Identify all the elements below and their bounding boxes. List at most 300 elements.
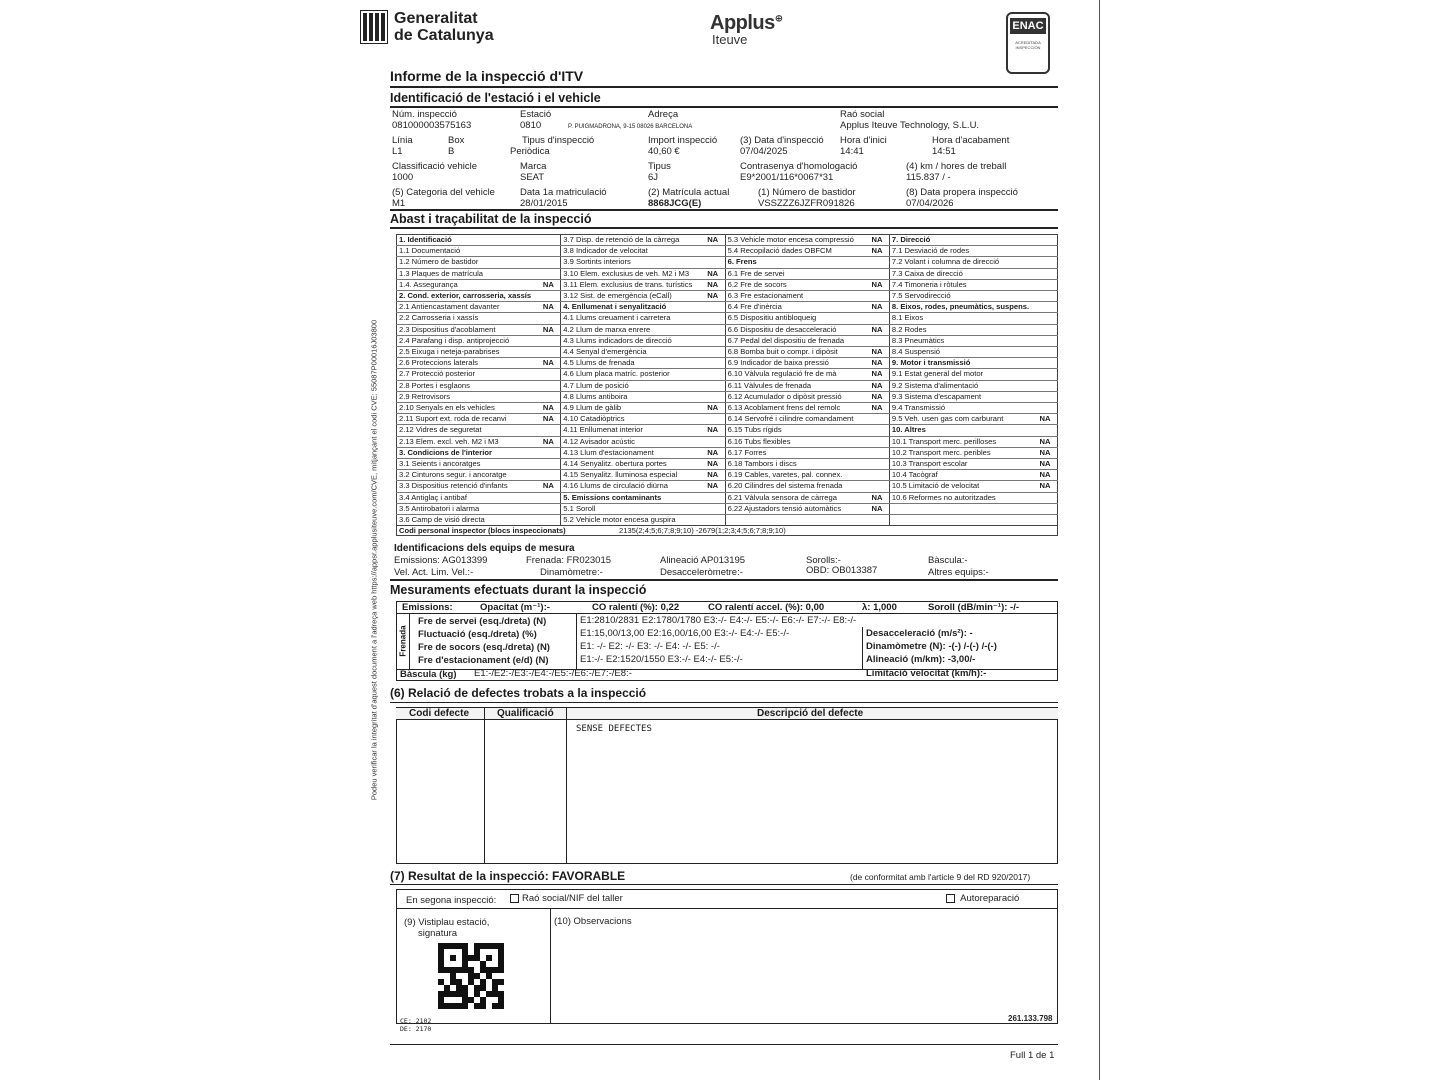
codi-inspector-row: [396, 525, 1058, 536]
checklist-item: 6.18 Tambors i discs: [725, 459, 865, 470]
autoreparacio-option[interactable]: [946, 894, 1019, 904]
applus-text: Applus: [710, 12, 775, 34]
codi-inspector-label: Codi personal inspector (blocs inspeccionats): [399, 526, 566, 535]
fre-socors-label: Fre de socors (esq./dreta) (N): [418, 642, 550, 653]
checklist-item: 6.4 Fre d'inèrcia: [725, 302, 865, 313]
checklist-na-mark: [701, 436, 725, 447]
checklist-na-mark: NA: [1033, 436, 1057, 447]
checklist-na-mark: [1033, 335, 1057, 346]
checklist-row: [397, 279, 1058, 290]
checklist-item: 3.4 Antiglaç i antibaf: [397, 492, 537, 503]
ce-de-codes: [400, 1017, 431, 1033]
checklist-item: 6.20 Cilindres del sistema frenada: [725, 481, 865, 492]
checklist-na-mark: [865, 470, 889, 481]
equip-obd: OBD: OB013387: [806, 565, 878, 576]
iteuve-text: Iteuve: [712, 32, 748, 47]
checklist-na-mark: [1033, 425, 1057, 436]
checklist-na-mark: NA: [536, 403, 560, 414]
checklist-item: [889, 503, 1033, 514]
rule: [390, 702, 1058, 703]
checklist-na-mark: [1033, 503, 1057, 514]
checklist-na-mark: [701, 380, 725, 391]
checklist-item: 6.2 Fre de socors: [725, 279, 865, 290]
checklist-item: 6.17 Forres: [725, 447, 865, 458]
checklist-item: 4.2 Llum de marxa enrere: [561, 324, 701, 335]
adreca-value: P. PUIGMADRONA, 9-15 08026 BARCELONA: [568, 124, 693, 130]
section-defectes-title: (6) Relació de defectes trobats a la inspecció: [390, 686, 647, 700]
checklist-row: [397, 492, 1058, 503]
verification-sidebar-text: Podeu verificar la integritat d'aquest document a l'adreça web https://appsr.applusiteuve.com/CVE, mitjançant el codi CVE: 55087P00016J03800: [369, 319, 379, 801]
checklist-na-mark: NA: [865, 380, 889, 391]
data-inspeccio-value: 07/04/2025: [740, 146, 788, 157]
checklist-item: 3.11 Elem. exclusius de trans. turístics: [561, 279, 701, 290]
checklist-item: 2. Cond. exterior, carrosseria, xassís: [397, 291, 537, 302]
checklist-row: [397, 235, 1058, 246]
checklist-item: 3.10 Elem. exclusius de veh. M2 i M3: [561, 268, 701, 279]
homologacio-label: Contrasenya d'homologació: [740, 161, 858, 172]
checklist-na-mark: [701, 347, 725, 358]
checklist-na-mark: [1033, 279, 1057, 290]
alineacio-value: Alineació (m/km): -3,00/-: [866, 654, 976, 665]
divider: [862, 627, 863, 669]
checklist-item: 8. Eixos, rodes, pneumàtics, suspens.: [889, 302, 1033, 313]
opacitat-value: Opacitat (m⁻¹):-: [480, 602, 550, 613]
checklist-na-mark: [865, 268, 889, 279]
checklist-row: [397, 414, 1058, 425]
hora-acabament-label: Hora d'acabament: [932, 135, 1010, 146]
checklist-na-mark: [536, 291, 560, 302]
checklist-na-mark: [1033, 302, 1057, 313]
footer-page: Full 1 de 1: [1010, 1050, 1055, 1061]
equips-title: Identificacions dels equips de mesura: [394, 543, 575, 554]
frenada-side-label: Frenada: [398, 625, 408, 657]
checklist-item: 5. Emissions contaminants: [561, 492, 701, 503]
checklist-item: 9.1 Estat general del motor: [889, 369, 1033, 380]
checklist-item: 8.1 Eixos: [889, 313, 1033, 324]
checklist-na-mark: [1033, 268, 1057, 279]
checklist-na-mark: [701, 335, 725, 346]
checklist-item: 7.4 Timoneria i ròtules: [889, 279, 1033, 290]
checklist-na-mark: NA: [865, 302, 889, 313]
checklist-na-mark: [1033, 257, 1057, 268]
section-vehicle-title: Identificació de l'estació i el vehicle: [390, 91, 601, 105]
checklist-na-mark: [865, 257, 889, 268]
tipus-inspeccio-label: Tipus d'inspecció: [522, 135, 595, 146]
checklist-item: 6.19 Cables, varetes, pal. connex.: [725, 470, 865, 481]
generalitat-logo: [360, 10, 494, 44]
checklist-item: 4.4 Senyal d'emergència: [561, 347, 701, 358]
hora-inici-label: Hora d'inici: [840, 135, 887, 146]
checklist-item: 3.7 Disp. de retenció de la càrrega: [561, 235, 701, 246]
checklist-row: [397, 481, 1058, 492]
checklist-na-mark: NA: [701, 268, 725, 279]
checklist-na-mark: NA: [865, 235, 889, 246]
rao-social-label: Raó social: [840, 109, 885, 120]
checklist-na-mark: NA: [865, 347, 889, 358]
checklist-na-mark: NA: [536, 414, 560, 425]
checklist-na-mark: NA: [701, 279, 725, 290]
checklist-na-mark: [536, 347, 560, 358]
num-inspeccio-label: Núm. inspecció: [392, 109, 457, 120]
checklist-na-mark: [1033, 246, 1057, 257]
import-label: Import inspecció: [648, 135, 718, 146]
checklist-row: [397, 470, 1058, 481]
categoria-label: (5) Categoria del vehicle: [392, 187, 495, 198]
applus-logo: Applus⊕ Iteuve: [710, 12, 783, 47]
checklist-na-mark: [536, 492, 560, 503]
checklist-na-mark: [701, 313, 725, 324]
lambda-value: λ: 1,000: [862, 602, 897, 613]
checklist-item: 4.5 Llums de frenada: [561, 358, 701, 369]
page-right-edge: [1099, 0, 1100, 1080]
marca-value: SEAT: [520, 172, 545, 183]
checklist-na-mark: [536, 503, 560, 514]
rule: [390, 106, 1058, 108]
codi-inspector-value: 2135(2;4;5;6;7;8;9;10) -2679(1;2;3;4;5;6;7;8;9;10): [619, 526, 786, 535]
checklist-na-mark: [1033, 324, 1057, 335]
checklist-item: 7.3 Caixa de direcció: [889, 268, 1033, 279]
checklist-item: 4.1 Llums creuament i carretera: [561, 313, 701, 324]
checklist-item: 4.10 Catadiòptrics: [561, 414, 701, 425]
checklist-na-mark: [536, 246, 560, 257]
checklist-item: 6.14 Servofré i cilindre comandament: [725, 414, 865, 425]
checklist-na-mark: [536, 447, 560, 458]
checklist-na-mark: [1033, 347, 1057, 358]
checklist-na-mark: NA: [865, 369, 889, 380]
checklist-item: 6.5 Dispositiu antibloqueig: [725, 313, 865, 324]
autoreparacio-label: Autoreparació: [960, 893, 1020, 905]
sense-defectes-text: SENSE DEFECTES: [576, 724, 652, 734]
checklist-na-mark: NA: [701, 403, 725, 414]
checklist-item: 10. Altres: [889, 425, 1033, 436]
enac-logo: [1006, 12, 1050, 74]
checklist-na-mark: [865, 335, 889, 346]
generalitat-text-2: de Catalunya: [394, 27, 494, 44]
rule: [390, 86, 1058, 88]
codi-defecte-header: Codi defecte: [409, 708, 470, 719]
segona-inspeccio-label: En segona inspecció:: [406, 895, 497, 906]
checklist-na-mark: [1033, 313, 1057, 324]
checklist-na-mark: NA: [1033, 470, 1057, 481]
itv-report-page: [392, 0, 1060, 1080]
fre-servei-label: Fre de servei (esq./dreta) (N): [418, 616, 547, 627]
equip-desacceleometre: Desacceleròmetre:-: [660, 567, 743, 578]
tipus-inspeccio-value: Periòdica: [510, 146, 550, 157]
checklist-na-mark: [536, 257, 560, 268]
divider: [566, 708, 567, 864]
checklist-row: [397, 268, 1058, 279]
checklist-row: [397, 246, 1058, 257]
checklist-na-mark: NA: [865, 358, 889, 369]
tipus-vehicle-label: Tipus: [648, 161, 671, 172]
checklist-item: 4.7 Llum de posició: [561, 380, 701, 391]
rule: [390, 579, 1058, 581]
checklist-row: [397, 324, 1058, 335]
checklist-item: 10.6 Reformes no autoritzades: [889, 492, 1033, 503]
checklist-na-mark: [1033, 391, 1057, 402]
checklist-na-mark: [701, 369, 725, 380]
checklist-na-mark: [865, 481, 889, 492]
checklist-na-mark: [1033, 358, 1057, 369]
checklist-item: 4.13 Llum d'estacionament: [561, 447, 701, 458]
checklist-item: 2.3 Dispositius d'acoblament: [397, 324, 537, 335]
checklist-item: 6.15 Tubs rígids: [725, 425, 865, 436]
categoria-value: M1: [392, 198, 406, 209]
checklist-na-mark: [865, 436, 889, 447]
checklist-item: 4.3 Llums indicadors de direcció: [561, 335, 701, 346]
estacio-value: 0810: [520, 120, 542, 131]
resultat-title: (7) Resultat de la inspecció: FAVORABLE: [390, 869, 626, 883]
fre-estacionament-label: Fre d'estacionament (e/d) (N): [418, 655, 549, 666]
import-value: 40,60 €: [648, 146, 680, 157]
checklist-na-mark: NA: [536, 436, 560, 447]
checklist-item: 4.14 Senyalitz. obertura portes: [561, 459, 701, 470]
checklist-na-mark: [1033, 291, 1057, 302]
checklist-item: 9. Motor i transmissió: [889, 358, 1033, 369]
checklist-na-mark: [536, 391, 560, 402]
bascula-label: Bàscula (kg): [400, 669, 457, 680]
fluctuacio-label: Fluctuació (esq./dreta) (%): [418, 629, 537, 640]
checklist-item: 2.4 Parafang i disp. antiprojecció: [397, 335, 537, 346]
generalitat-bars-icon: [360, 10, 388, 44]
marca-label: Marca: [520, 161, 547, 172]
checklist-na-mark: NA: [701, 291, 725, 302]
checklist-na-mark: [865, 291, 889, 302]
checklist-item: 6.16 Tubs flexibles: [725, 436, 865, 447]
checklist-item: 6.13 Acoblament frens del remolc: [725, 403, 865, 414]
checklist-row: [397, 257, 1058, 268]
checklist-na-mark: [701, 257, 725, 268]
autoreparacio-checkbox[interactable]: [946, 894, 955, 903]
fre-servei-value: E1:2810/2831 E2:1780/1780 E3:-/- E4:-/- E5:-/- E6:-/- E7:-/- E8:-/-: [580, 615, 857, 626]
fre-estacionament-value: E1:-/- E2:1520/1550 E3:-/- E4:-/- E5:-/-: [580, 654, 743, 665]
rao-nif-label: Raó social/NIF del taller: [522, 893, 623, 905]
checklist-item: 9.4 Transmissió: [889, 403, 1033, 414]
checklist-na-mark: [536, 425, 560, 436]
checklist-item: 2.6 Proteccions laterals: [397, 358, 537, 369]
checklist-item: 4.11 Enllumenat interior: [561, 425, 701, 436]
checklist-na-mark: [1033, 235, 1057, 246]
num-inspeccio-value: 081000003575163: [392, 120, 472, 131]
checklist-na-mark: NA: [701, 459, 725, 470]
vistiplau-label: (9) Vistiplau estació,: [404, 917, 490, 928]
checklist-item: 4.6 Llum placa matríc. posterior: [561, 369, 701, 380]
equip-sorolls: Sorolls:-: [806, 555, 841, 566]
checklist-row: [397, 503, 1058, 514]
checklist-row: [397, 380, 1058, 391]
checklist-row: [397, 369, 1058, 380]
checklist-na-mark: NA: [1033, 459, 1057, 470]
checklist-item: 6.21 Vàlvula sensora de càrrega: [725, 492, 865, 503]
checklist-na-mark: [865, 459, 889, 470]
checklist-na-mark: [536, 369, 560, 380]
fre-socors-value: E1: -/- E2: -/- E3: -/- E4: -/- E5: -/-: [580, 641, 720, 652]
equip-bascula: Bàscula:-: [928, 555, 968, 566]
checklist-na-mark: NA: [1033, 414, 1057, 425]
checklist-na-mark: NA: [1033, 447, 1057, 458]
rao-nif-option[interactable]: [510, 894, 623, 904]
checklist-item: 10.2 Transport merc. peribles: [889, 447, 1033, 458]
resultat-note: (de conformitat amb l'article 9 del RD 920/2017): [850, 872, 1031, 882]
checklist-item: 10.4 Tacògraf: [889, 470, 1033, 481]
homologacio-value: E9*2001/116*0067*31: [740, 172, 834, 183]
rule: [390, 227, 1058, 229]
checklist-item: 2.9 Retrovisors: [397, 391, 537, 402]
checklist-na-mark: [701, 358, 725, 369]
checklist-na-mark: [701, 324, 725, 335]
checklist-item: 4.8 Llums antiboira: [561, 391, 701, 402]
checklist-na-mark: [701, 503, 725, 514]
checklist-na-mark: [536, 268, 560, 279]
checklist-item: 4. Enllumenat i senyalització: [561, 302, 701, 313]
checklist-item: 3.9 Sortints interiors: [561, 257, 701, 268]
checklist-row: [397, 358, 1058, 369]
rule: [390, 209, 1058, 211]
enac-text: ENAC: [1010, 18, 1046, 34]
checklist-na-mark: NA: [701, 425, 725, 436]
checklist-item: 5.1 Soroll: [561, 503, 701, 514]
bascula-value: E1:-/E2:-/E3:-/E4:-/E5:-/E6:-/E7:-/E8:-: [474, 668, 632, 679]
checklist-na-mark: [536, 470, 560, 481]
checklist-item: 4.12 Avisador acústic: [561, 436, 701, 447]
equip-emissions: Emissions: AG013399: [394, 555, 488, 566]
rule: [390, 1044, 1058, 1045]
soroll-value: Soroll (dB/min⁻¹): -/-: [928, 602, 1020, 613]
de-code: DE: 2170: [400, 1025, 432, 1033]
emissions-row: [396, 601, 1058, 614]
limitacio-value: Limitació velocitat (km/h):-: [866, 668, 987, 679]
checklist-item: 5.4 Recopilació dades OBFCM: [725, 246, 865, 257]
checklist-item: 9.5 Veh. usen gas com carburant: [889, 414, 1033, 425]
checklist-item: 10.1 Transport merc. perilloses: [889, 436, 1033, 447]
checklist-na-mark: NA: [865, 492, 889, 503]
km-label: (4) km / hores de treball: [906, 161, 1007, 172]
hora-inici-value: 14:41: [840, 146, 864, 157]
checklist-row: [397, 425, 1058, 436]
checklist-na-mark: NA: [536, 302, 560, 313]
checklist-row: [397, 302, 1058, 313]
checklist-item: 3.12 Sist. de emergència (eCall): [561, 291, 701, 302]
checklist-na-mark: NA: [865, 391, 889, 402]
checklist-item: 4.15 Senyalitz. lluminosa especial: [561, 470, 701, 481]
rao-social-value: Applus Iteuve Technology, S.L.U.: [840, 120, 980, 131]
checklist-na-mark: [1033, 403, 1057, 414]
matriculacio-value: 28/01/2015: [520, 198, 568, 209]
checklist-na-mark: [536, 459, 560, 470]
checklist-na-mark: [865, 313, 889, 324]
section-abast-title: Abast i traçabilitat de la inspecció: [390, 212, 592, 226]
checklist-item: 6. Frens: [725, 257, 865, 268]
rao-nif-checkbox[interactable]: [510, 894, 519, 903]
checklist-na-mark: NA: [865, 324, 889, 335]
linia-value: L1: [392, 146, 403, 157]
tipus-vehicle-value: 6J: [648, 172, 659, 183]
checklist-item: 2.12 Vidres de seguretat: [397, 425, 537, 436]
defectes-box: [396, 707, 1058, 864]
checklist-na-mark: [536, 380, 560, 391]
defectes-header: [396, 708, 1058, 720]
rule: [390, 884, 1058, 885]
checklist-row: [397, 313, 1058, 324]
checklist-item: 2.2 Carrosseria i xassís: [397, 313, 537, 324]
data-inspeccio-label: (3) Data d'inspecció: [740, 135, 824, 146]
co-ralenti-value: CO ralentí (%): 0,22: [592, 602, 680, 613]
section-mesuraments-title: Mesuraments efectuats durant la inspecció: [390, 583, 647, 597]
checklist-na-mark: NA: [865, 503, 889, 514]
checklist-na-mark: [701, 492, 725, 503]
emissions-label: Emissions:: [402, 602, 453, 613]
checklist-item: 1.1 Documentació: [397, 246, 537, 257]
equip-frenada: Frenada: FR023015: [526, 555, 612, 566]
checklist-item: 8.3 Pneumàtics: [889, 335, 1033, 346]
checklist-row: [397, 335, 1058, 346]
descripcio-header: Descripció del defecte: [757, 708, 864, 719]
equip-dinamometre: Dinamòmetre:-: [540, 567, 603, 578]
checklist-row: [397, 459, 1058, 470]
checklist-item: 2.7 Protecció posterior: [397, 369, 537, 380]
checklist-na-mark: [865, 447, 889, 458]
checklist-item: 2.8 Portes i esglaons: [397, 380, 537, 391]
matricula-value: 8868JCG(E): [648, 198, 702, 209]
checklist-item: 6.10 Vàlvula regulació fre de mà: [725, 369, 865, 380]
adreca-label: Adreça: [648, 109, 679, 120]
classificacio-label: Classificació vehicle: [392, 161, 478, 172]
divider: [484, 708, 485, 864]
divider: [576, 614, 577, 669]
checklist-item: 7.5 Servodirecció: [889, 291, 1033, 302]
checklist-item: 3.6 Camp de visió directa: [397, 515, 537, 526]
checklist-item: 2.11 Suport ext. roda de recanvi: [397, 414, 537, 425]
document-title: Informe de la inspecció d'ITV: [390, 68, 584, 84]
checklist-na-mark: NA: [536, 324, 560, 335]
generalitat-text-1: Generalitat: [394, 10, 478, 27]
bastidor-label: (1) Número de bastidor: [758, 187, 856, 198]
propera-inspeccio-value: 07/04/2026: [906, 198, 954, 209]
equip-vel: Vel. Act. Lim. Vel.:-: [394, 567, 474, 578]
checklist-item: 9.3 Sistema d'escapament: [889, 391, 1033, 402]
checklist-item: 6.3 Fre estacionament: [725, 291, 865, 302]
checklist-item: 6.9 Indicador de baixa pressió: [725, 358, 865, 369]
checklist-item: 6.11 Vàlvules de frenada: [725, 380, 865, 391]
checklist-na-mark: NA: [701, 447, 725, 458]
checklist-item: 2.10 Senyals en els vehicles: [397, 403, 537, 414]
checklist-na-mark: [865, 425, 889, 436]
box-value: B: [448, 146, 455, 157]
checklist-na-mark: [865, 414, 889, 425]
matricula-label: (2) Matrícula actual: [648, 187, 730, 198]
checklist-na-mark: [701, 302, 725, 313]
checklist-item: 1.4. Assegurança: [397, 279, 537, 290]
checklist-na-mark: NA: [1033, 481, 1057, 492]
checklist-na-mark: [1033, 492, 1057, 503]
qualificacio-header: Qualificació: [497, 708, 554, 719]
checklist-item: 4.16 Llums de circulació diürna: [561, 481, 701, 492]
fluctuacio-value: E1:15,00/13,00 E2:16,00/16,00 E3:-/- E4:-/- E5:-/-: [580, 628, 790, 639]
km-value: 115.837 / -: [906, 172, 951, 183]
classificacio-value: 1000: [392, 172, 414, 183]
checklist-na-mark: NA: [865, 279, 889, 290]
checklist-na-mark: [1033, 380, 1057, 391]
box-label: Box: [448, 135, 465, 146]
checklist-item: 5.3 Vehicle motor encesa compressió: [725, 235, 865, 246]
document-number: 261.133.798: [1008, 1014, 1053, 1023]
checklist-row: [397, 436, 1058, 447]
estacio-label: Estació: [520, 109, 552, 120]
checklist-item: 6.6 Dispositiu de desacceleració: [725, 324, 865, 335]
enac-small-text: ACREDITADA INSPECCIÓN: [1015, 40, 1041, 50]
checklist-item: 1.3 Plaques de matrícula: [397, 268, 537, 279]
checklist-item: 3.8 Indicador de velocitat: [561, 246, 701, 257]
